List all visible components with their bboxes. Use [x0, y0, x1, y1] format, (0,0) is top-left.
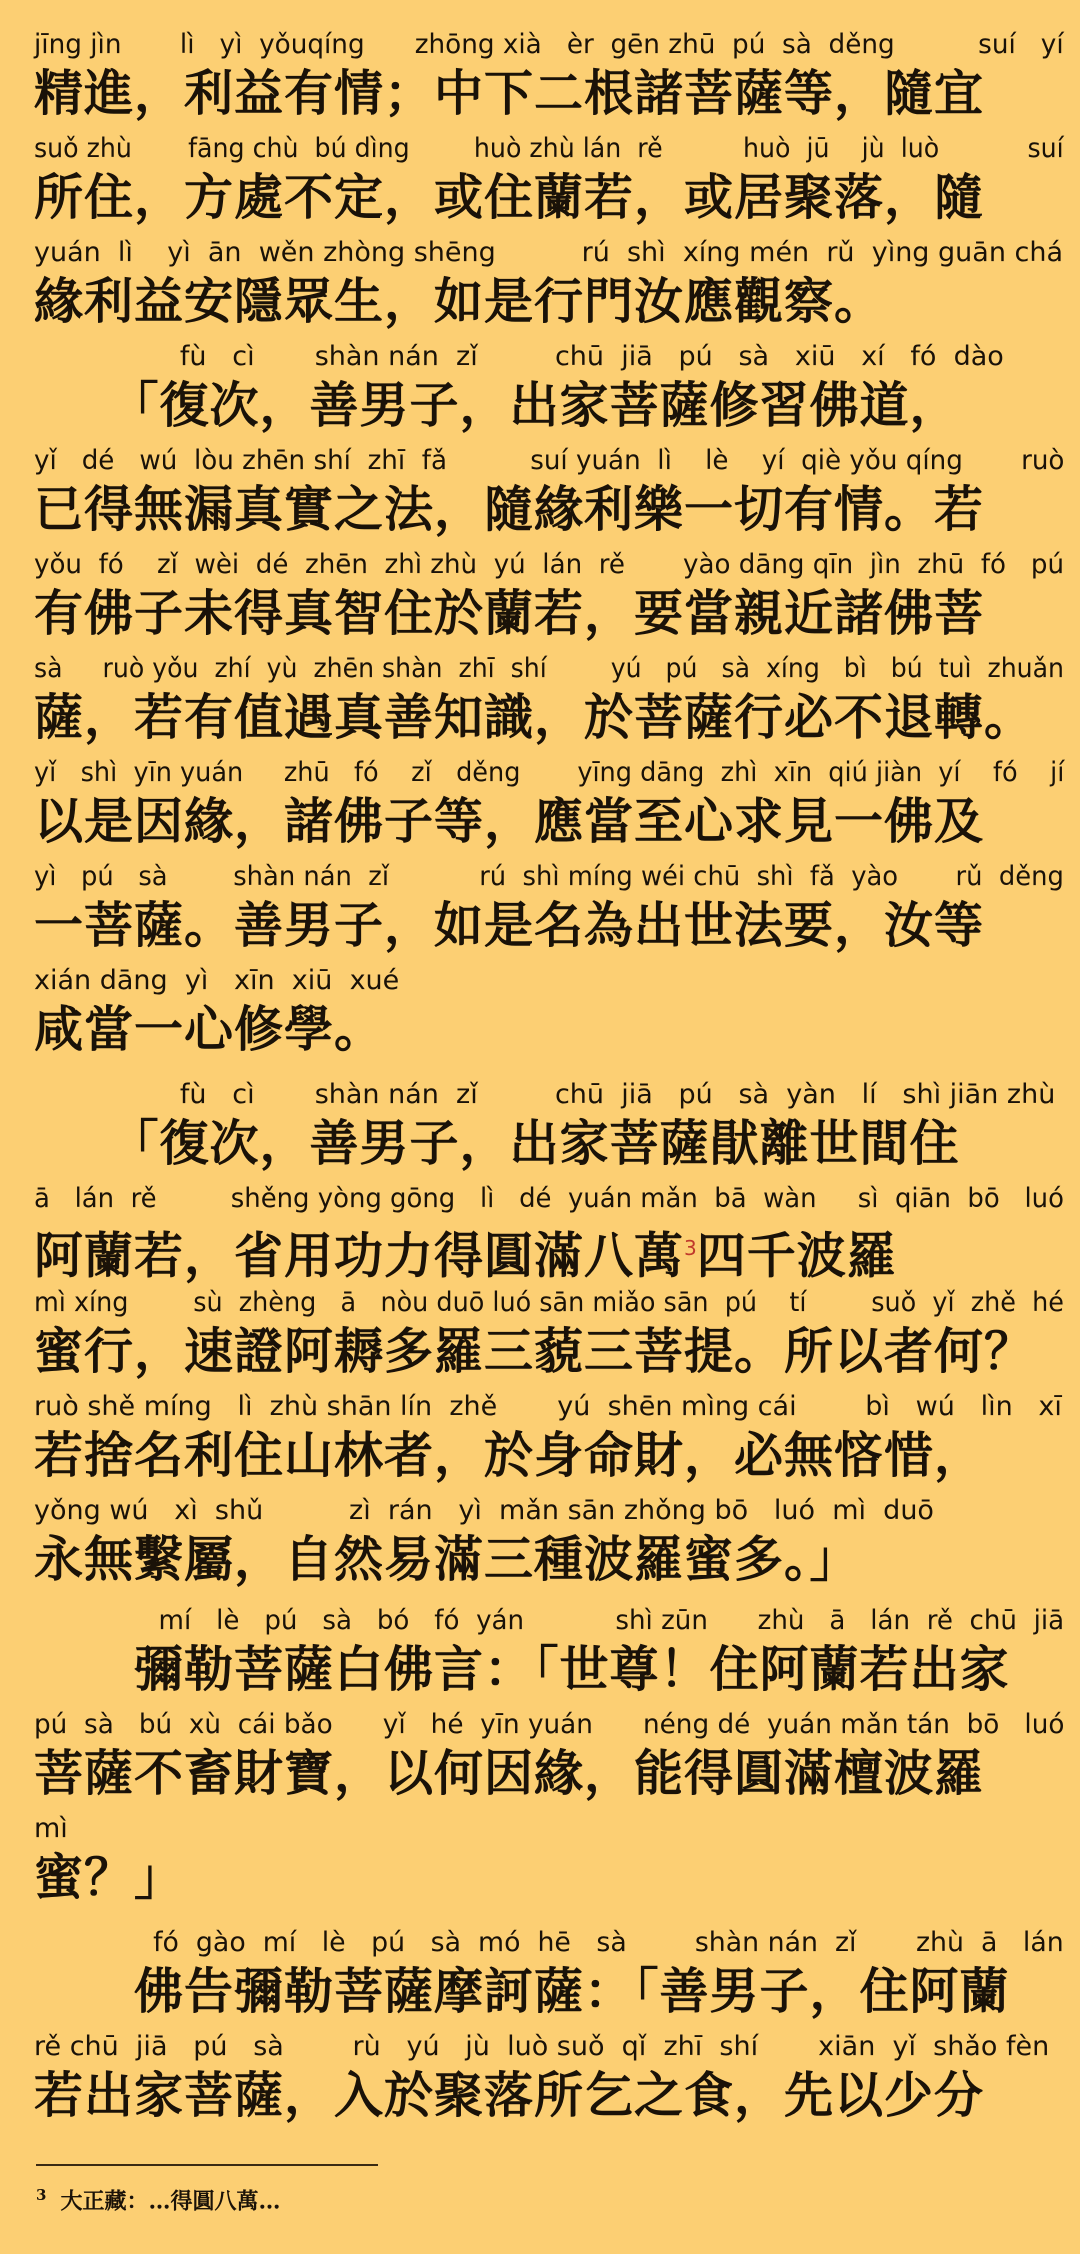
pinyin-row: fù cì shàn nán zǐ chū jiā pú sà yàn lí shì jiān zhù	[34, 1079, 1056, 1110]
hanzi-row: 永無繫屬，自然易滿三種波羅蜜多。」	[34, 1531, 860, 1588]
footnote-divider	[36, 2164, 378, 2166]
pinyin-row: xián dāng yì xīn xiū xué	[34, 965, 400, 996]
footnote-number: 3	[36, 2186, 47, 2204]
pinyin-row: yǐ shì yīn yuán zhū fó zǐ děng yīng dāng zhì xīn qiú jiàn yí fó jí	[34, 757, 1065, 788]
hanzi-row: 蜜？」	[34, 1849, 185, 1906]
hanzi-row: 佛告彌勒菩薩摩訶薩：「善男子，住阿蘭	[34, 1963, 1010, 2020]
pinyin-row: fù cì shàn nán zǐ chū jiā pú sà xiū xí fó dào	[34, 341, 1004, 372]
hanzi-row: 所住，方處不定，或住蘭若，或居聚落，隨	[34, 169, 985, 226]
pinyin-row: mì xíng sù zhèng ā nòu duō luó sān miǎo sān pú tí suǒ yǐ zhě hé	[34, 1287, 1064, 1318]
hanzi-row: 蜜行，速證阿耨多羅三藐三菩提。所以者何？	[34, 1323, 1035, 1380]
pinyin-row: sà ruò yǒu zhí yù zhēn shàn zhī shí yú pú sà xíng bì bú tuì zhuǎn	[34, 653, 1064, 684]
hanzi-segment: 阿蘭若，省用功力得圓滿八萬	[34, 1227, 685, 1285]
hanzi-row: 若出家菩薩，入於聚落所乞之食，先以少分	[34, 2067, 985, 2124]
hanzi-row: 「復次，善男子，出家菩薩猒離世間住	[34, 1115, 960, 1172]
pinyin-row: yǒng wú xì shǔ zì rán yì mǎn sān zhǒng bō luó mì duō	[34, 1495, 934, 1526]
pinyin-row: rě chū jiā pú sà rù yú jù luò suǒ qǐ zhī shí xiān yǐ shǎo fèn	[34, 2031, 1050, 2062]
hanzi-row	[34, 1220, 897, 1284]
pinyin-row: ā lán rě shěng yòng gōng lì dé yuán mǎn bā wàn sì qiān bō luó	[34, 1183, 1064, 1214]
hanzi-row: 精進，利益有情；中下二根諸菩薩等，隨宜	[34, 65, 985, 122]
footnote-text: 大正藏：…得圓八萬…	[60, 2188, 281, 2215]
pinyin-row: suǒ zhù fāng chù bú dìng huò zhù lán rě huò jū jù luò suí	[34, 133, 1064, 164]
hanzi-row: 菩薩不畜財寶，以何因緣，能得圓滿檀波羅	[34, 1745, 985, 1802]
hanzi-row: 緣利益安隱眾生，如是行門汝應觀察。	[34, 273, 885, 330]
footnote-reference[interactable]: 3	[684, 1236, 697, 1260]
hanzi-row: 咸當一心修學。	[34, 1001, 385, 1058]
pinyin-row: ruò shě míng lì zhù shān lín zhě yú shēn mìng cái bì wú lìn xī	[34, 1391, 1062, 1422]
hanzi-segment: 四千波羅	[696, 1227, 897, 1285]
pinyin-row: yǒu fó zǐ wèi dé zhēn zhì zhù yú lán rě yào dāng qīn jìn zhū fó pú	[34, 549, 1065, 580]
pinyin-row: mì	[34, 1813, 68, 1844]
hanzi-row: 有佛子未得真智住於蘭若，要當親近諸佛菩	[34, 585, 985, 642]
hanzi-row: 彌勒菩薩白佛言：「世尊！住阿蘭若出家	[34, 1641, 1010, 1698]
pinyin-row: pú sà bú xù cái bǎo yǐ hé yīn yuán néng dé yuán mǎn tán bō luó	[34, 1709, 1065, 1740]
footnote	[36, 2180, 280, 2217]
pinyin-row: yì pú sà shàn nán zǐ rú shì míng wéi chū shì fǎ yào rǔ děng	[34, 861, 1064, 892]
pinyin-row: yǐ dé wú lòu zhēn shí zhī fǎ suí yuán lì lè yí qiè yǒu qíng ruò	[34, 445, 1065, 476]
hanzi-row: 以是因緣，諸佛子等，應當至心求見一佛及	[34, 793, 985, 850]
hanzi-row: 一菩薩。善男子，如是名為出世法要，汝等	[34, 897, 985, 954]
pinyin-row: yuán lì yì ān wěn zhòng shēng rú shì xíng mén rǔ yìng guān chá	[34, 237, 1064, 268]
pinyin-row: mí lè pú sà bó fó yán shì zūn zhù ā lán rě chū jiā	[34, 1605, 1065, 1636]
hanzi-row: 薩，若有值遇真善知識，於菩薩行必不退轉。	[34, 689, 1035, 746]
hanzi-row: 「復次，善男子，出家菩薩修習佛道，	[34, 377, 960, 434]
hanzi-row: 若捨名利住山林者，於身命財，必無悋惜，	[34, 1427, 985, 1484]
pinyin-row: jīng jìn lì yì yǒuqíng zhōng xià èr gēn zhū pú sà děng suí yí	[34, 29, 1064, 60]
hanzi-row: 已得無漏真實之法，隨緣利樂一切有情。若	[34, 481, 985, 538]
pinyin-row: fó gào mí lè pú sà mó hē sà shàn nán zǐ zhù ā lán	[34, 1927, 1064, 1958]
